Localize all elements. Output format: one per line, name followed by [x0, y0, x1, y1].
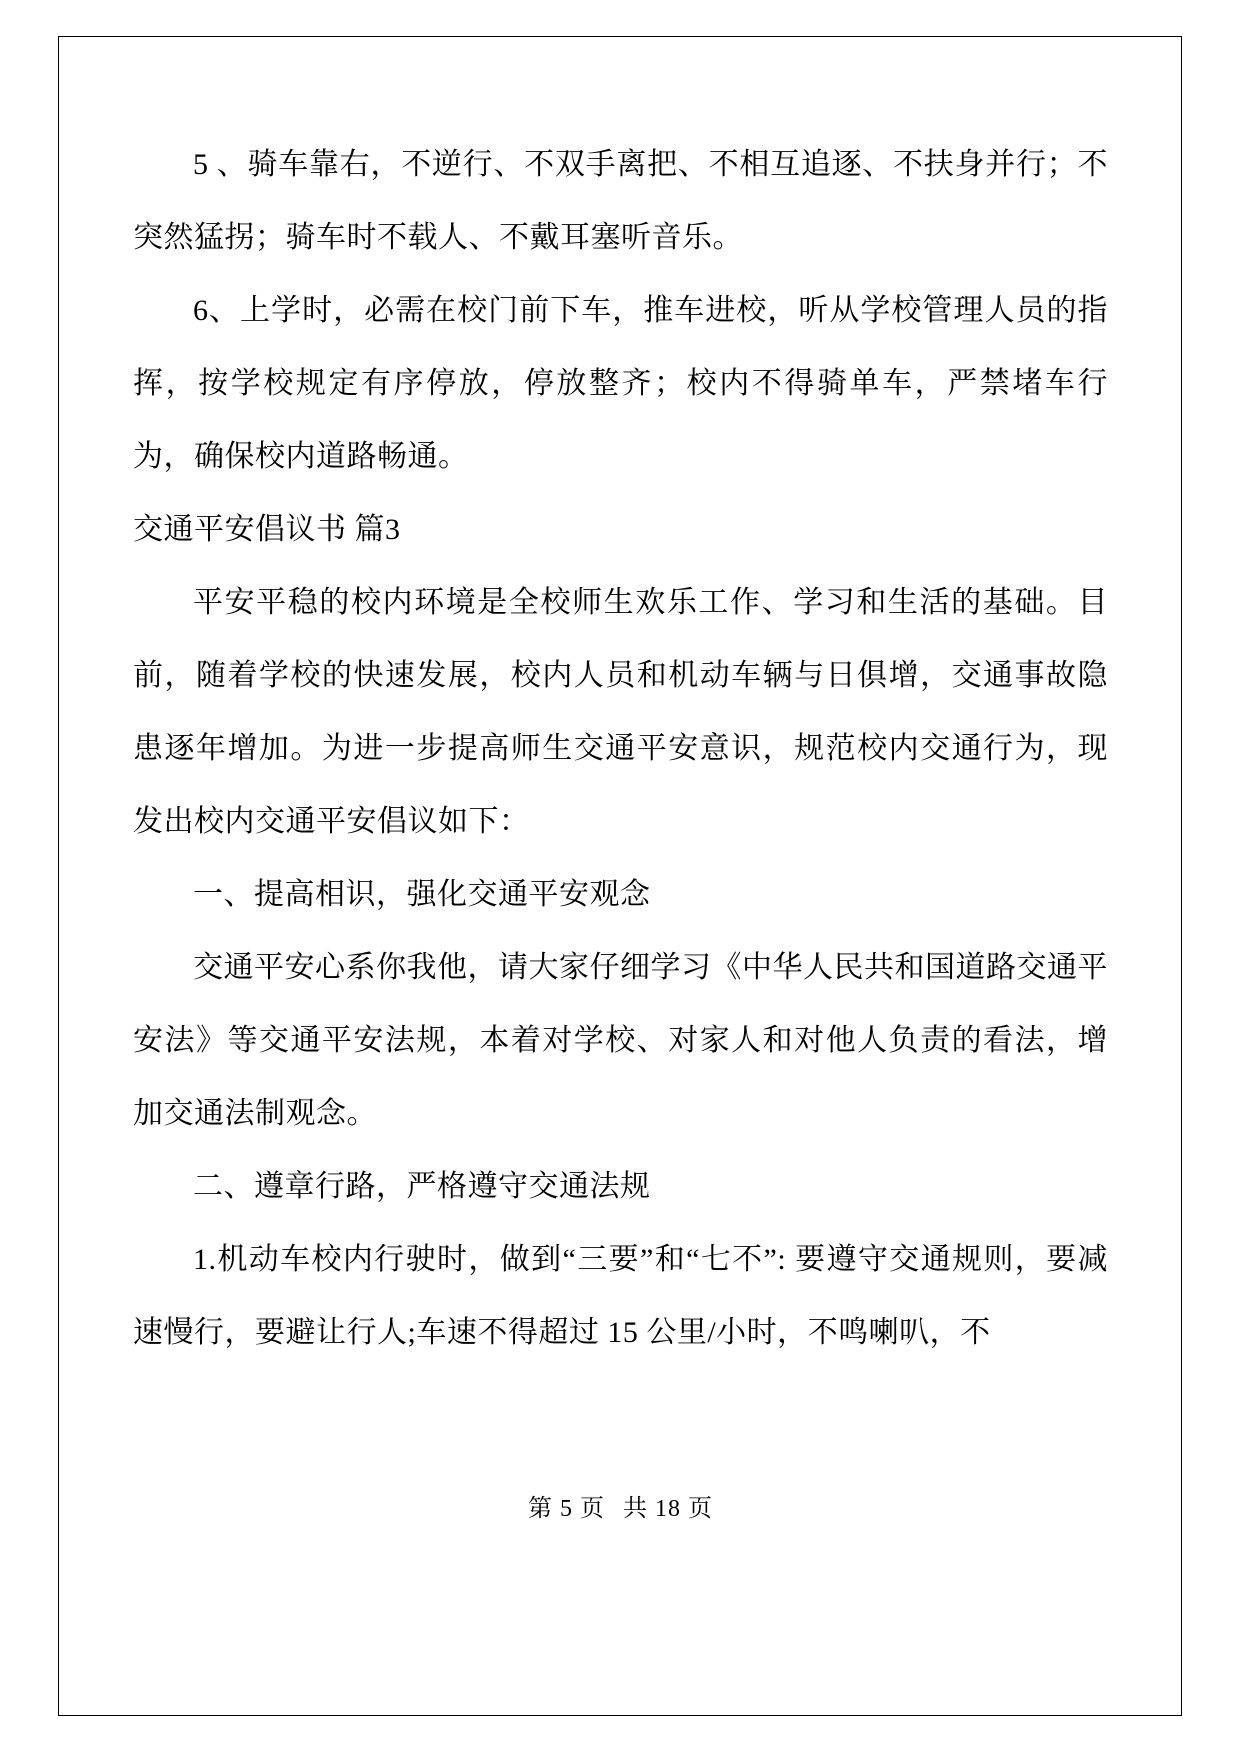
paragraph-body-two: 1.机动车校内行驶时，做到“三要”和“七不”: 要遵守交通规则，要减速慢行，要避让行人;车速不得超过 15 公里/小时，不鸣喇叭，不 — [133, 1243, 1108, 1349]
paragraph-intro: 平安平稳的校内环境是全校师生欢乐工作、学习和生活的基础。目前，随着学校的快速发展，校内人员和机动车辆与日俱增，交通事故隐患逐年增加。为进一步提高师生交通平安意识，规范校内交通行为，现发出校内交通平安倡议如下： — [133, 586, 1108, 838]
paragraph-heading-one: 一、提高相识，强化交通平安观念 — [193, 878, 651, 911]
paragraph-body-one: 交通平安心系你我他，请大家仔细学习《中华人民共和国道路交通平安法》等交通平安法规，本着对学校、对家人和对他人负责的看法，增加交通法制观念。 — [133, 951, 1108, 1130]
footer-page-number: 第 5 页 — [528, 1496, 605, 1522]
section-title: 交通平安倡议书 篇3 — [133, 513, 401, 546]
paragraph-heading-two: 二、遵章行路，严格遵守交通法规 — [193, 1170, 651, 1203]
footer-total-pages: 共 18 页 — [623, 1496, 713, 1522]
page-footer — [0, 1488, 1241, 1523]
paragraph-item-5: 5 、骑车靠右，不逆行、不双手离把、不相互追逐、不扶身并行；不突然猛拐；骑车时不载人、不戴耳塞听音乐。 — [133, 148, 1108, 254]
paragraph-item-6: 6、上学时，必需在校门前下车，推车进校，听从学校管理人员的指挥，按学校规定有序停放，停放整齐；校内不得骑单车，严禁堵车行为，确保校内道路畅通。 — [133, 294, 1108, 473]
document-body — [133, 128, 1108, 1369]
